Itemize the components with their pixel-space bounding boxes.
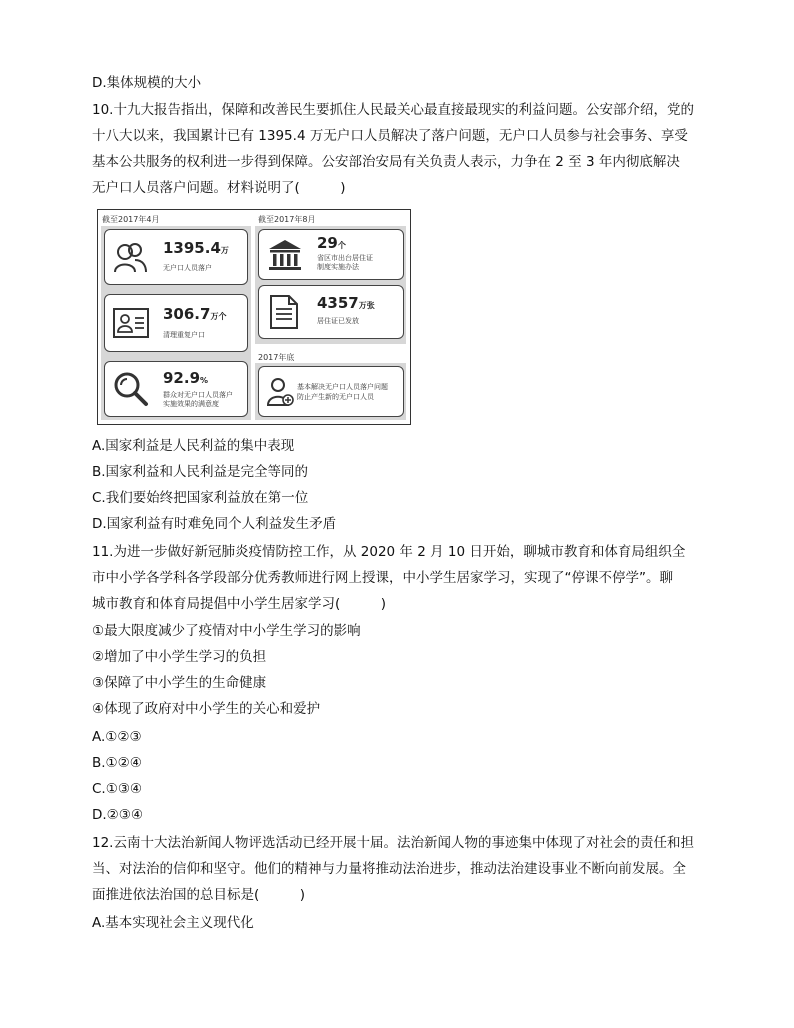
card-4-text-1: 省区市出台居住证 bbox=[317, 254, 373, 262]
card-4-unit: 个 bbox=[337, 241, 346, 250]
card-5-number: 4357 bbox=[317, 294, 359, 312]
card-satisfaction-rate bbox=[104, 361, 248, 417]
card-duplicate-registrations bbox=[104, 294, 248, 352]
question-10-option-b: B.国家利益和人民利益是完全等同的 bbox=[92, 464, 309, 480]
household-registration-infographic bbox=[97, 209, 411, 425]
card-1-number: 1395.4 bbox=[163, 239, 221, 257]
question-11-statement-3: ③保障了中小学生的生命健康 bbox=[92, 675, 267, 691]
question-12-line-1: 12.云南十大法治新闻人物评选活动已经开展十届。法治新闻人物的事迹集中体现了对社会的责任和担 bbox=[92, 835, 694, 851]
card-3-text-1: 群众对无户口人员落户 bbox=[163, 391, 233, 399]
government-building-icon bbox=[267, 238, 303, 272]
card-2-number: 306.7 bbox=[163, 305, 211, 323]
question-10-line-2: 十八大以来，我国累计已有 1395.4 万无户口人员解决了落户问题，无户口人员参与社会事务、享受 bbox=[92, 128, 688, 144]
question-11-statement-4: ④体现了政府对中小学生的关心和爱护 bbox=[92, 701, 321, 717]
card-3-unit: % bbox=[200, 376, 209, 385]
question-10-option-a: A.国家利益是人民利益的集中表现 bbox=[92, 438, 295, 454]
question-11-option-c: C.①③④ bbox=[92, 781, 143, 797]
question-11-statement-2: ②增加了中小学生学习的负担 bbox=[92, 649, 267, 665]
document-icon bbox=[269, 294, 299, 330]
question-10-option-c: C.我们要始终把国家利益放在第一位 bbox=[92, 490, 309, 506]
question-11-option-d: D.②③④ bbox=[92, 807, 143, 823]
card-4-text-2: 制度实施办法 bbox=[317, 263, 359, 271]
person-plus-icon bbox=[267, 377, 295, 407]
card-6-text-1: 基本解决无户口人员落户问题 bbox=[297, 383, 388, 391]
card-3-text-2: 实施效果的满意度 bbox=[163, 400, 219, 408]
question-11-line-1: 11.为进一步做好新冠肺炎疫情防控工作，从 2020 年 2 月 10 日开始，聊城市教育和体育局组织全 bbox=[92, 544, 686, 560]
caption-year-end: 2017年底 bbox=[258, 353, 295, 362]
question-11-option-b: B.①②④ bbox=[92, 755, 142, 771]
card-5-text: 居住证已发放 bbox=[317, 317, 359, 325]
card-1-text: 无户口人员落户 bbox=[163, 264, 212, 272]
card-4-number: 29 bbox=[317, 234, 338, 252]
question-10-line-1: 10.十九大报告指出，保障和改善民生要抓住人民最关心最直接最现实的利益问题。公安部介绍，党的 bbox=[92, 102, 694, 118]
card-5-unit: 万张 bbox=[358, 301, 375, 310]
question-12-option-a: A.基本实现社会主义现代化 bbox=[92, 915, 254, 931]
card-permits-issued bbox=[258, 285, 404, 339]
question-11-line-2: 市中小学各学科各学段部分优秀教师进行网上授课，中小学生居家学习，实现了“停课不停学”。聊 bbox=[92, 570, 673, 586]
card-2-unit: 万个 bbox=[210, 312, 227, 321]
card-year-end-goal bbox=[258, 366, 404, 417]
question-12-line-2: 当、对法治的信仰和坚守。他们的精神与力量将推动法治进步，推动法治建设事业不断向前发展。全 bbox=[92, 861, 686, 877]
id-card-icon bbox=[113, 308, 149, 338]
card-1-unit: 万 bbox=[220, 246, 229, 255]
question-11-option-a: A.①②③ bbox=[92, 729, 142, 745]
question-12-line-3: 面推进依法治国的总目标是( ) bbox=[92, 887, 306, 903]
card-residence-permit-regulations bbox=[258, 229, 404, 280]
question-11-line-3: 城市教育和体育局提倡中小学生居家学习( ) bbox=[92, 596, 387, 612]
card-2-text: 清理重复户口 bbox=[163, 331, 205, 339]
question-10-line-4: 无户口人员落户问题。材料说明了( ) bbox=[92, 180, 346, 196]
line-d-option: D.集体规模的大小 bbox=[92, 75, 202, 91]
people-icon bbox=[113, 240, 147, 274]
question-10-option-d: D.国家利益有时难免同个人利益发生矛盾 bbox=[92, 516, 337, 532]
caption-august: 截至2017年8月 bbox=[258, 215, 316, 224]
card-6-text-2: 防止产生新的无户口人员 bbox=[297, 393, 374, 401]
question-11-statement-1: ①最大限度减少了疫情对中小学生学习的影响 bbox=[92, 623, 361, 639]
magnifier-icon bbox=[113, 371, 149, 407]
question-10-line-3: 基本公共服务的权利进一步得到保障。公安部治安局有关负责人表示，力争在 2 至 3 年内彻底解决 bbox=[92, 154, 680, 170]
card-unregistered-people bbox=[104, 229, 248, 285]
card-3-number: 92.9 bbox=[163, 369, 201, 387]
caption-april: 截至2017年4月 bbox=[102, 215, 160, 224]
